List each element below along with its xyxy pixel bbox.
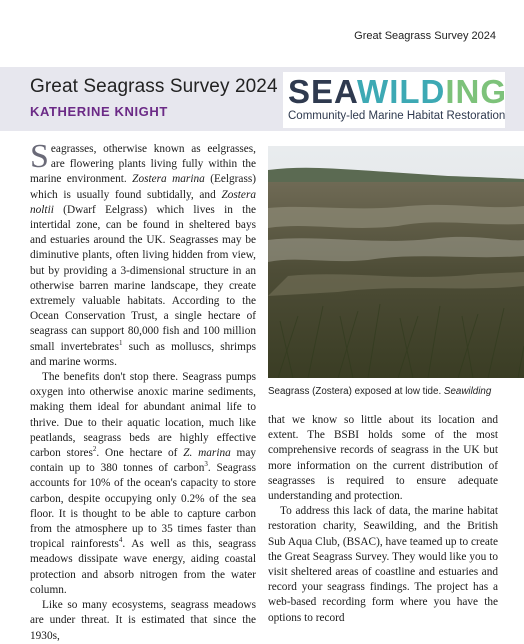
left-column [30,138,257,644]
seagrass-photo [268,146,524,378]
paragraph-1: Seagrasses, otherwise known as eelgrasses, are flowering plants living fully within the marine environment. Zostera marina (Eelgrass) which is usually found subtidally, and Zostera noltii (Dwarf Eelgrass) which lives in the intertidal zone, can be found in sheltered bays and estuaries around the UK. Seagrasses may be diminutive plants, often living hidden from view, but by providing a 3-dimensional structure in an otherwise barren marine landscape, they create extremely valuable habitats. According to the Ocean Conservation Trust, a single hectare of seagrass can support 80,000 fish and 100 million small invertebrates$^1$ such as molluscs, shrimps and marine worms. [30,138,257,368]
paragraph-right-1: that we know so little about its location and extent. The BSBI holds some of the most comprehensive records of seagrass in the UK but more information on the current distribution of seagrasses is required to ensure adequate understanding and protection. [268,414,498,503]
paragraph-3: Like so many ecosystems, seagrass meadows are under threat. It is estimated that since the 1930s, [30,599,256,642]
right-column [268,413,498,626]
photo-caption: Seagrass (Zostera) exposed at low tide. Seawilding [268,386,492,397]
paragraph-right-2: To address this lack of data, the marine habitat restoration charity, Seawilding, and the British Sub Aqua Club, (BSAC), have teamed up to create the Great Seagrass Survey. They would like you to visit sheltered areas of coastline and estuaries and record your seagrass findings. The project has a web-based recording form where you have the options to record [268,505,498,624]
running-header: Great Seagrass Survey 2024 [354,30,496,42]
seawilding-logo [283,72,508,128]
article-author: KATHERINE KNIGHT [30,104,168,119]
logo-wordmark: SEAWILDING [288,73,508,110]
paragraph-2: The benefits don't stop there. Seagrass pumps oxygen into otherwise anoxic marine sediments, making them ideal for abundant animal life to thrive. Due to their aquatic location, much like peatlands, seagrass beds are highly effective carbon stores$^2$. One hectare of Z. marina may contain up to 380 tonnes of carbon$^3$. Seagrass accounts for 10% of the ocean's capacity to store carbon, despite occupying only 0.2% of the sea floor. It is thought to be able to capture carbon from the atmosphere up to 35 times faster than tropical rainforests$^4$. As well as this, seagrass meadows dissipate wave energy, aiding coastal protection and absorb nitrogen from the water column. [30,371,257,596]
article-title: Great Seagrass Survey 2024 [30,76,278,97]
logo-tagline: Community-led Marine Habitat Restoration [288,110,506,122]
drop-cap: S [30,138,49,175]
